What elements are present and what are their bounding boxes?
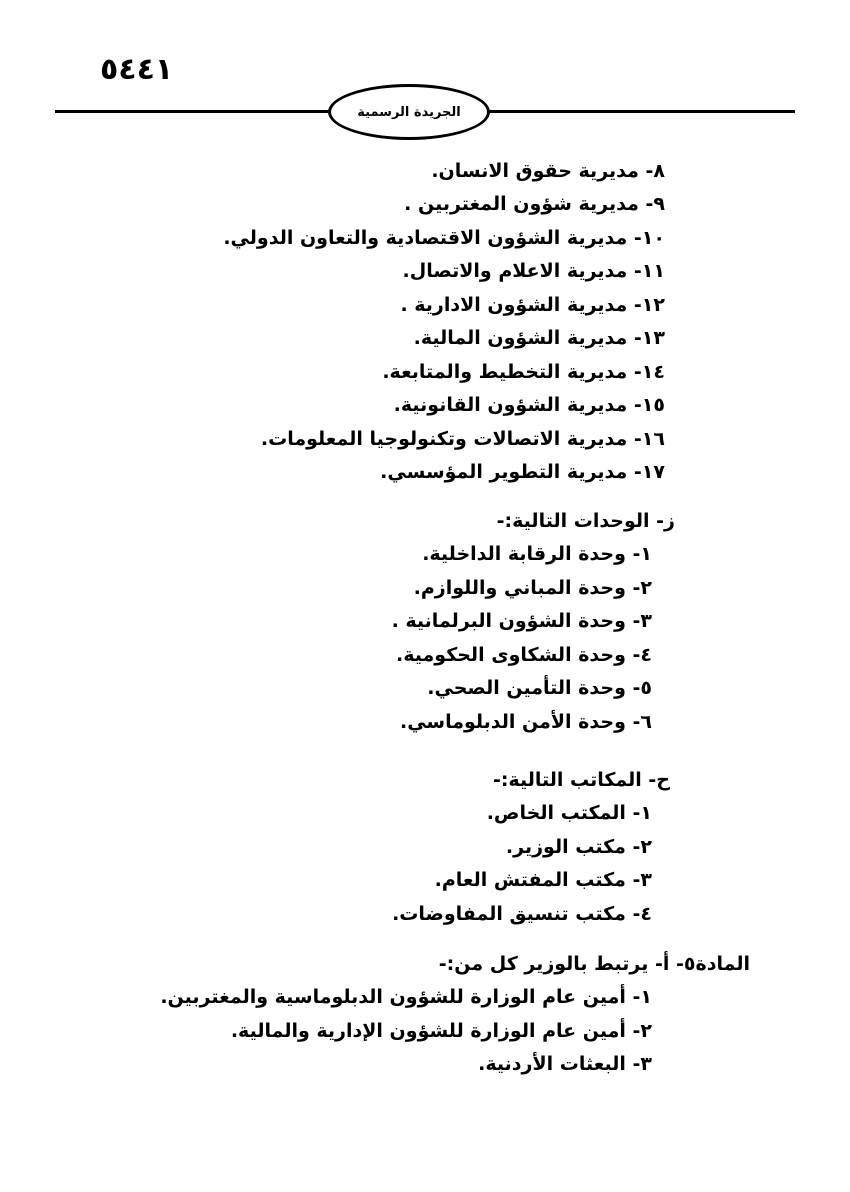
list-item: ١٦- مديرية الاتصالات وتكنولوجيا المعلومات. — [260, 428, 665, 450]
list-item: ١- المكتب الخاص. — [486, 802, 652, 824]
list-item: ٥- وحدة التأمين الصحي. — [427, 677, 652, 699]
list-item: ٩- مديرية شؤون المغتربين . — [404, 193, 665, 215]
list-item: ١٧- مديرية التطوير المؤسسي. — [380, 461, 665, 483]
list-item: ٤- وحدة الشكاوى الحكومية. — [396, 644, 652, 666]
list-item: ٣- مكتب المفتش العام. — [434, 869, 652, 891]
list-item: ٢- وحدة المباني واللوازم. — [413, 577, 652, 599]
list-item: ٦- وحدة الأمن الدبلوماسي. — [399, 711, 652, 733]
list-item: ٢- مكتب الوزير. — [505, 836, 652, 858]
list-item: ١٢- مديرية الشؤون الادارية . — [400, 294, 665, 316]
gazette-title-badge — [328, 84, 490, 140]
offices-heading: ح- المكاتب التالية:- — [492, 769, 670, 791]
list-item: ١- وحدة الرقابة الداخلية. — [422, 543, 652, 565]
list-item: ٨- مديرية حقوق الانسان. — [431, 160, 665, 182]
list-item: ٣- البعثات الأردنية. — [478, 1053, 652, 1075]
list-item: ١٤- مديرية التخطيط والمتابعة. — [382, 361, 665, 383]
list-item: ١٠- مديرية الشؤون الاقتصادية والتعاون الدولي. — [223, 227, 665, 249]
list-item: ١٣- مديرية الشؤون المالية. — [413, 327, 665, 349]
list-item: ٣- وحدة الشؤون البرلمانية . — [391, 610, 652, 632]
page-number: ٥٤٤١ — [100, 52, 174, 87]
gazette-title: الجريدة الرسمية — [357, 104, 461, 120]
list-item: ١٥- مديرية الشؤون القانونية. — [393, 394, 665, 416]
list-item: ٢- أمين عام الوزارة للشؤون الإدارية والمالية. — [230, 1020, 652, 1042]
units-heading: ز- الوحدات التالية:- — [496, 510, 675, 532]
list-item: ١١- مديرية الاعلام والاتصال. — [402, 260, 665, 282]
article-5-heading: المادة٥- أ- يرتبط بالوزير كل من:- — [438, 953, 750, 975]
list-item: ٤- مكتب تنسيق المفاوضات. — [392, 903, 652, 925]
list-item: ١- أمين عام الوزارة للشؤون الدبلوماسية والمغتربين. — [160, 986, 652, 1008]
